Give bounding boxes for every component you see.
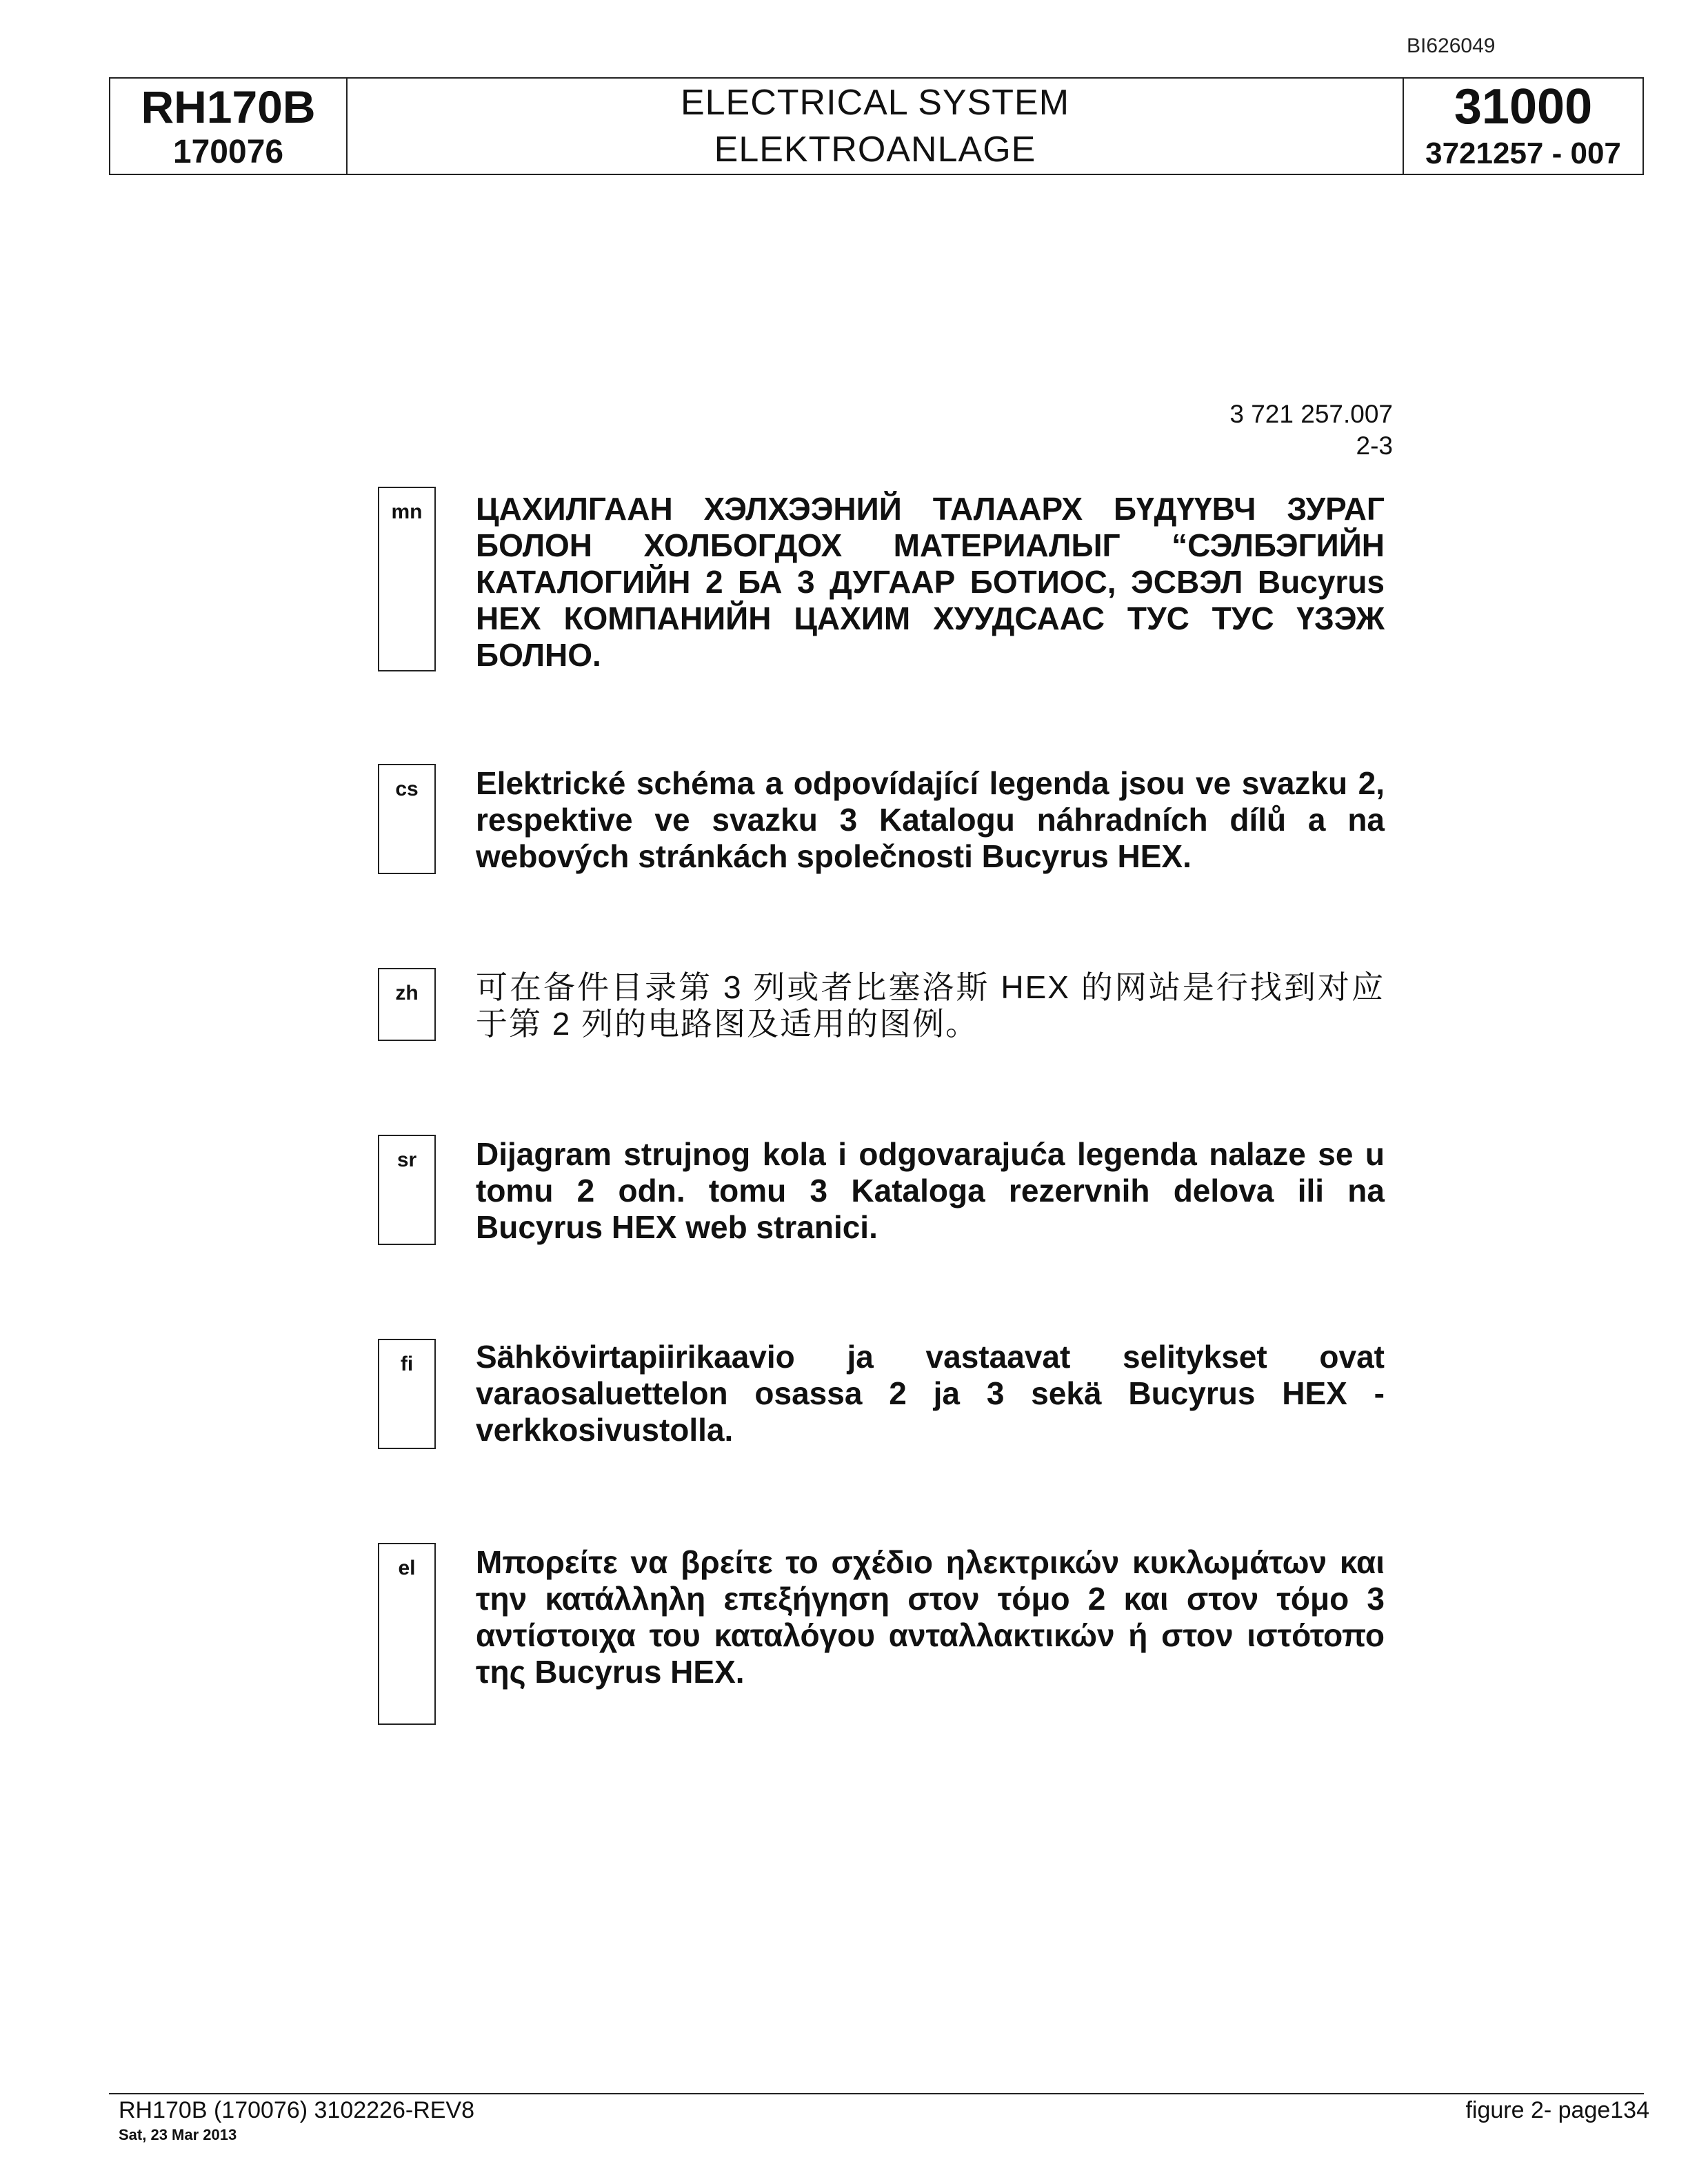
language-code-box: sr xyxy=(378,1135,436,1245)
language-code-box: zh xyxy=(378,968,436,1041)
note-text: Sähkövirtapiirikaavio ja vastaavat selitykset ovat varaosaluettelon osassa 2 ja 3 sekä Bucyrus HEX -verkkosivustolla. xyxy=(476,1339,1385,1448)
model-name: RH170B xyxy=(141,81,316,132)
note-text: Dijagram strujnog kola i odgovarajuća legenda nalaze se u tomu 2 odn. tomu 3 Kataloga rezervnih delova ili na Bucyrus HEX web stranici. xyxy=(476,1136,1385,1245)
note-text: 可在备件目录第 3 列或者比塞洛斯 HEX 的网站是行找到对应于第 2 列的电路图及适用的图例。 xyxy=(476,969,1385,1042)
footer-date: Sat, 23 Mar 2013 xyxy=(119,2126,237,2143)
reference-page: 2-3 xyxy=(1356,432,1393,460)
note-text: ЦАХИЛГААН ХЭЛХЭЭНИЙ ТАЛААРХ БҮДҮҮВЧ ЗУРАГ БОЛОН ХОЛБОГДОХ МАТЕРИАЛЫГ “СЭЛБЭГИЙН КАТАЛОГИЙН 2 БА 3 ДУГААР БОТИОС, ЭСВЭЛ Bucyrus HEX КОМПАНИЙН ЦАХИМ ХУУДСААС ТУС ТУС ҮЗЭЖ БОЛНО. xyxy=(476,491,1385,673)
serial-number: 170076 xyxy=(172,134,284,170)
reference-number: 3 721 257.007 xyxy=(1229,400,1393,428)
footer-page-ref: figure 2- page134 xyxy=(1465,2097,1649,2123)
language-code-box: mn xyxy=(378,487,436,671)
title-cell xyxy=(348,79,1404,174)
footer-divider xyxy=(109,2093,1644,2094)
group-cell xyxy=(1404,79,1642,174)
language-code-box: fi xyxy=(378,1339,436,1449)
title-german: ELEKTROANLAGE xyxy=(714,130,1036,170)
footer-document-ref: RH170B (170076) 3102226-REV8 xyxy=(119,2097,475,2123)
part-number: 3721257 - 007 xyxy=(1425,136,1621,170)
header-table xyxy=(109,77,1644,175)
language-code-box: cs xyxy=(378,764,436,874)
title-english: ELECTRICAL SYSTEM xyxy=(680,83,1070,123)
language-code-box: el xyxy=(378,1543,436,1725)
reference-block xyxy=(1229,398,1393,462)
model-cell xyxy=(110,79,348,174)
note-text: Μπορείτε να βρείτε το σχέδιο ηλεκτρικών κυκλωμάτων και την κατάλληλη επεξήγηση στον τόμο 2 και στον τόμο 3 αντίστοιχα του καταλόγου ανταλλακτικών ή στον ιστότοπο της Bucyrus HEX. xyxy=(476,1544,1385,1690)
document-id: BI626049 xyxy=(1407,34,1496,57)
note-text: Elektrické schéma a odpovídající legenda jsou ve svazku 2, respektive ve svazku 3 Katalogu náhradních dílů a na webových stránkách společnosti Bucyrus HEX. xyxy=(476,765,1385,874)
group-number: 31000 xyxy=(1454,79,1593,134)
